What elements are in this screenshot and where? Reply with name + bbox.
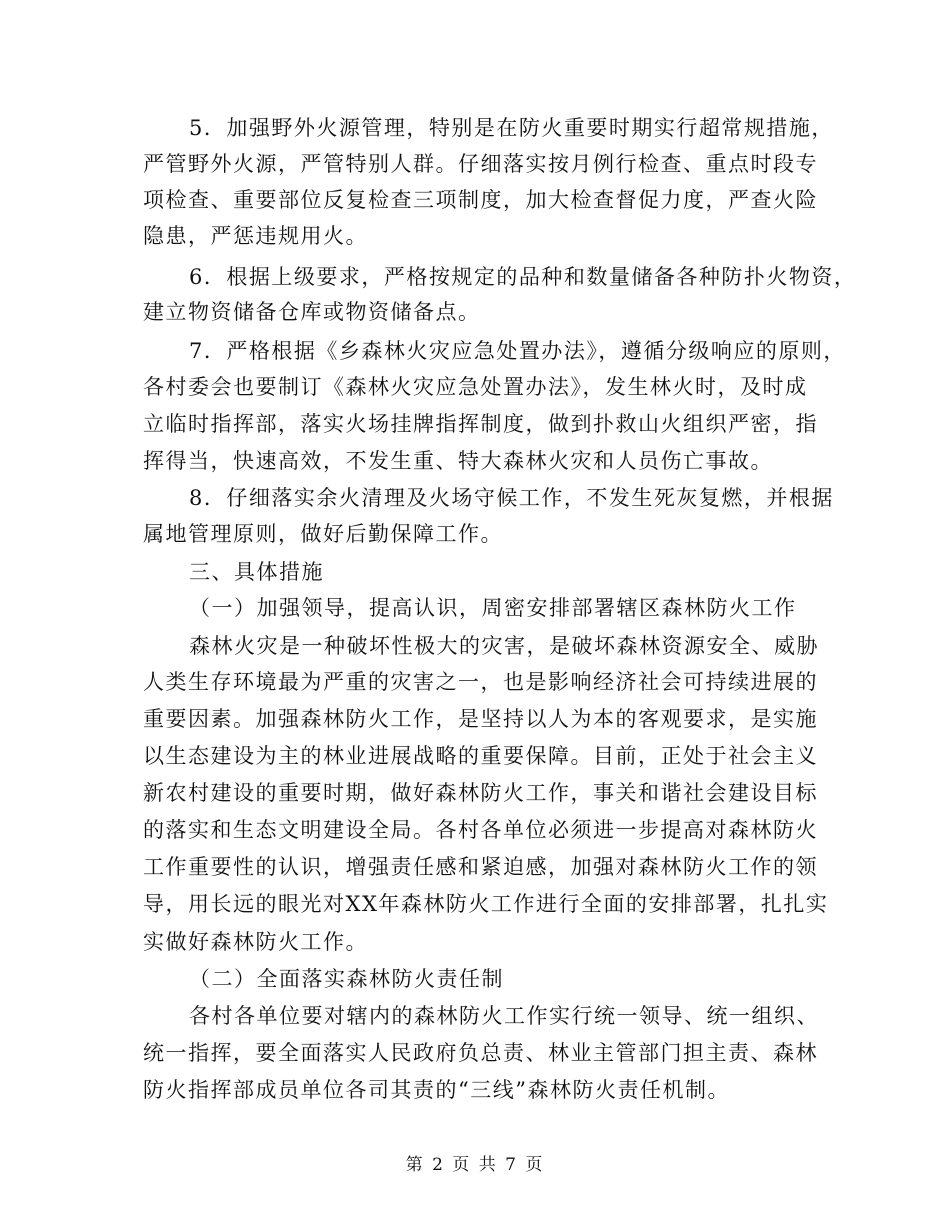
text-line: 各村各单位要对辖内的森林防火工作实行统一领导、统一组织、 — [189, 1004, 819, 1028]
text-line: 重要因素。加强森林防火工作，是坚持以人为本的客观要求，是实施 — [143, 707, 818, 731]
text-line: 7．严格根据《乡森林火灾应急处置办法》，遵循分级响应的原则， — [189, 339, 846, 363]
text-line: 属地管理原则，做好后勤保障工作。 — [143, 522, 503, 546]
text-line: 隐患，严惩违规用火。 — [143, 224, 368, 248]
text-line: 立临时指挥部，落实火场挂牌指挥制度，做到扑救山火组织严密，指 — [143, 412, 818, 436]
text-line: 项检查、重要部位反复检查三项制度，加大检查督促力度，严查火险 — [143, 188, 818, 212]
text-line: 以生态建设为主的林业进展战略的重要保障。目前，正处于社会主义 — [143, 744, 818, 768]
text-line: 人类生存环境最为严重的灾害之一，也是影响经济社会可持续进展的 — [143, 670, 818, 694]
text-line: 8．仔细落实余火清理及火场守候工作，不发生死灰复燃，并根据 — [189, 486, 834, 510]
page-number-footer: 第 2 页 共 7 页 — [405, 1155, 545, 1175]
text-line: 工作重要性的认识，增强责任感和紧迫感，加强对森林防火工作的领 — [143, 855, 818, 879]
text-line: 挥得当，快速高效，不发生重、特大森林火灾和人员伤亡事故。 — [143, 449, 773, 473]
subsection-heading: （二）全面落实森林防火责任制 — [189, 967, 504, 991]
text-line: 森林火灾是一种破坏性极大的灾害，是破坏森林资源安全、威胁 — [189, 634, 819, 658]
section-heading: 三、具体措施 — [189, 560, 324, 584]
text-line: 5．加强野外火源管理，特别是在防火重要时期实行超常规措施， — [189, 116, 834, 140]
text-line: 防火指挥部成员单位各司其责的“三线”森林防火责任机制。 — [143, 1078, 730, 1102]
text-line: 各村委会也要制订《森林火灾应急处置办法》，发生林火时，及时成 — [143, 375, 808, 399]
text-line: 严管野外火源，严管特别人群。仔细落实按月例行检查、重点时段专 — [143, 152, 818, 176]
text-line: 建立物资储备仓库或物资储备点。 — [143, 300, 481, 324]
text-line: 实做好森林防火工作。 — [143, 930, 368, 954]
subsection-heading: （一）加强领导，提高认识，周密安排部署辖区森林防火工作 — [189, 596, 797, 620]
text-line: 统一指挥，要全面落实人民政府负总责、林业主管部门担主责、森林 — [143, 1041, 818, 1065]
text-line: 的落实和生态文明建设全局。各村各单位必须进一步提高对森林防火 — [143, 818, 818, 842]
text-line: 新农村建设的重要时期，做好森林防火工作，事关和谐社会建设目标 — [143, 781, 818, 805]
text-line: 导，用长远的眼光对XX年森林防火工作进行全面的安排部署，扎扎实 — [143, 892, 829, 916]
text-line: 6．根据上级要求，严格按规定的品种和数量储备各种防扑火物资， — [189, 265, 857, 289]
